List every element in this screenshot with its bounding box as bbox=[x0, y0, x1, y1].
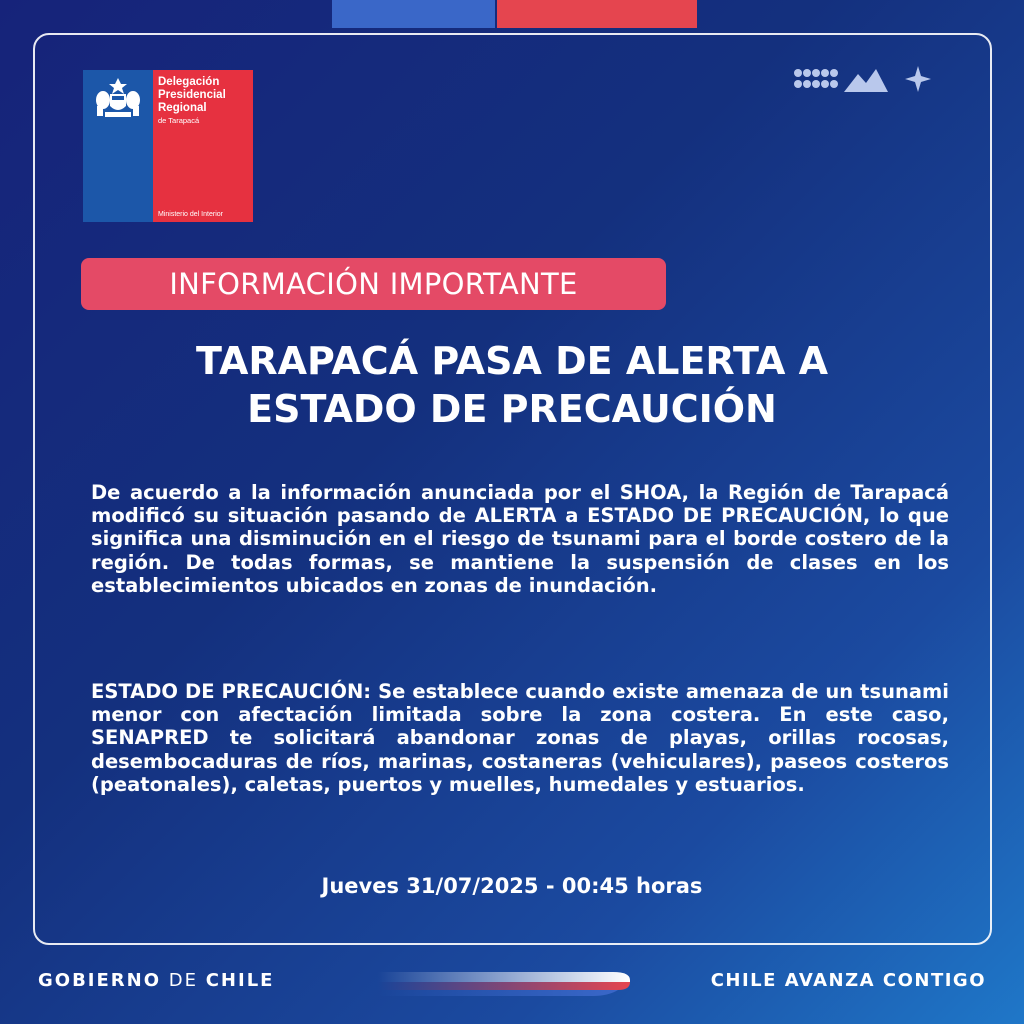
chile-coat-of-arms-icon bbox=[93, 76, 143, 122]
logo-line-2: Presidencial bbox=[158, 89, 226, 101]
footer-gobierno-de-chile bbox=[38, 970, 274, 991]
important-info-badge bbox=[81, 258, 666, 310]
footer-word-chile: CHILE bbox=[205, 970, 275, 991]
paragraph-shoa-info: De acuerdo a la información anunciada por el SHOA, la Región de Tarapacá modificó su situación pasando de ALERTA a ESTADO DE PRECAUCIÓN, lo que significa una disminución en el riesgo de tsunami para el borde costero de la región. De todas formas, se mantiene la suspensión de clases en los establecimientos ubicados en zonas de inundación. bbox=[91, 481, 949, 597]
footer-word-gobierno: GOBIERNO bbox=[38, 970, 162, 991]
page-title bbox=[60, 337, 964, 433]
logo-line-4: de Tarapacá bbox=[158, 116, 200, 125]
top-blue-bar bbox=[332, 0, 495, 28]
logo-ministry: Ministerio del Interior bbox=[158, 211, 223, 218]
paragraph-precaution-definition: ESTADO DE PRECAUCIÓN: Se establece cuando existe amenaza de un tsunami menor con afectación limitada sobre la zona costera. En este caso, SENAPRED te solicitará abandonar zonas de playas, orillas rocosas, desembocaduras de ríos, marinas, costaneras (vehiculares), paseos costeros (peatonales), caletas, puertos y muelles, humedales y estuarios. bbox=[91, 680, 949, 796]
logo-blue-panel bbox=[83, 70, 153, 222]
logo-line-3: Regional bbox=[158, 102, 207, 114]
logo-line-1: Delegación bbox=[158, 76, 220, 88]
delegacion-logo bbox=[83, 70, 253, 222]
top-red-bar bbox=[497, 0, 697, 28]
top-color-bars bbox=[0, 0, 1024, 28]
badge-text: INFORMACIÓN IMPORTANTE bbox=[169, 267, 578, 301]
footer-stripes-graphic bbox=[378, 960, 640, 1004]
star-sparkle-icon bbox=[905, 66, 931, 92]
mountains-icon bbox=[844, 69, 888, 92]
brand-icons bbox=[792, 64, 942, 96]
logo-red-panel bbox=[153, 70, 253, 222]
footer-word-de: DE bbox=[168, 970, 198, 991]
title-line-2: ESTADO DE PRECAUCIÓN bbox=[247, 387, 777, 431]
title-line-1: TARAPACÁ PASA DE ALERTA A bbox=[195, 339, 828, 383]
dots-grid-icon bbox=[794, 69, 838, 88]
footer-chile-avanza-contigo: CHILE AVANZA CONTIGO bbox=[710, 970, 986, 991]
date-time: Jueves 31/07/2025 - 00:45 horas bbox=[321, 874, 703, 898]
